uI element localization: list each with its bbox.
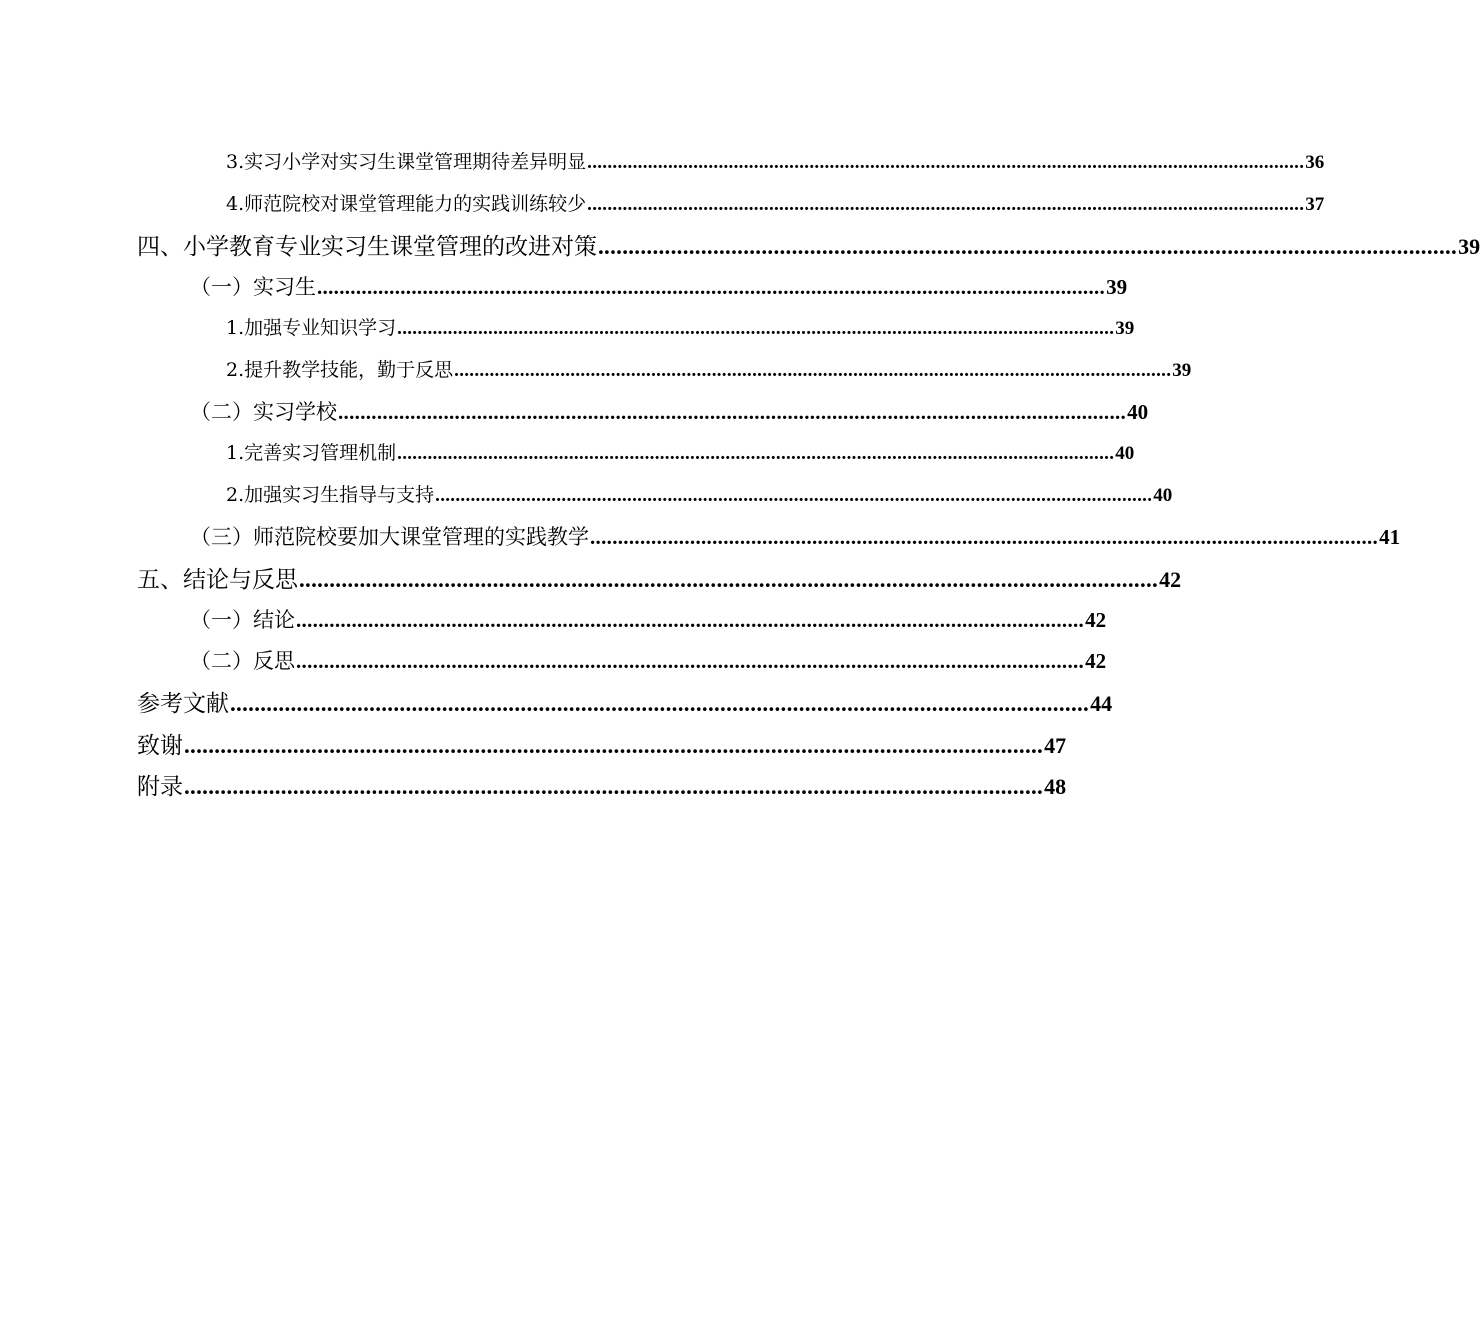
toc-entry-4-1-1[interactable] <box>226 313 1135 340</box>
toc-dot-leader: .............................................................................................................................................. <box>435 485 1153 506</box>
toc-entry-title: （二）反思 <box>190 649 295 673</box>
toc-dot-leader: .............................................................................................................................................. <box>587 152 1305 173</box>
toc-entry-title: 致谢 <box>137 733 183 759</box>
toc-page-number: 40 <box>1153 485 1173 506</box>
toc-page-number: 39 <box>1106 275 1128 299</box>
toc-entry-4-2-2[interactable] <box>226 480 1173 507</box>
toc-entry-4-3[interactable] <box>190 521 1401 551</box>
toc-entry-title: （一）结论 <box>190 608 295 632</box>
toc-page-number: 41 <box>1379 525 1401 549</box>
toc-dot-leader: .............................................................................................................................................. <box>590 525 1379 549</box>
toc-entry-title: （三）师范院校要加大课堂管理的实践教学 <box>190 525 589 549</box>
toc-entry-title: 四、小学教育专业实习生课堂管理的改进对策 <box>137 234 597 260</box>
toc-entry-title: 五、结论与反思 <box>137 567 298 593</box>
toc-dot-leader: .............................................................................................................................................. <box>296 649 1085 673</box>
toc-page-number: 39 <box>1115 318 1135 339</box>
toc-page-number: 40 <box>1127 400 1149 424</box>
toc-entry-chapter-4[interactable] <box>137 228 1480 261</box>
toc-page-number: 36 <box>1305 152 1325 173</box>
toc-page-number: 42 <box>1085 649 1107 673</box>
toc-page-number: 42 <box>1085 608 1107 632</box>
toc-dot-leader: .............................................................................................................................................. <box>587 194 1305 215</box>
toc-dot-leader: .............................................................................................................................................. <box>230 691 1090 716</box>
toc-dot-leader: .............................................................................................................................................. <box>296 608 1085 632</box>
toc-entry-title: 3.实习小学对实习生课堂管理期待差异明显 <box>226 151 587 173</box>
toc-entry-4-2-1[interactable] <box>226 438 1135 465</box>
toc-entry-4-2[interactable] <box>190 396 1149 426</box>
toc-entry-title: （一）实习生 <box>190 275 316 299</box>
toc-dot-leader: .............................................................................................................................................. <box>598 234 1458 259</box>
toc-dot-leader: .............................................................................................................................................. <box>338 400 1127 424</box>
toc-dot-leader: .............................................................................................................................................. <box>397 443 1115 464</box>
toc-dot-leader: .............................................................................................................................................. <box>454 360 1172 381</box>
toc-dot-leader: .............................................................................................................................................. <box>299 567 1159 592</box>
toc-dot-leader: .............................................................................................................................................. <box>184 774 1044 799</box>
toc-entry-references[interactable] <box>137 685 1113 718</box>
toc-page-number: 48 <box>1044 774 1067 799</box>
toc-entry-title: 4.师范院校对课堂管理能力的实践训练较少 <box>226 193 587 215</box>
toc-entry-title: 2.提升教学技能，勤于反思 <box>226 359 454 381</box>
toc-page-number: 44 <box>1090 691 1113 716</box>
toc-page-number: 47 <box>1044 733 1067 758</box>
toc-entry-4-1[interactable] <box>190 271 1128 301</box>
toc-entry-chapter-5[interactable] <box>137 561 1182 594</box>
toc-entry-4-1-2[interactable] <box>226 355 1192 382</box>
toc-page-number: 37 <box>1305 194 1325 215</box>
toc-dot-leader: .............................................................................................................................................. <box>184 733 1044 758</box>
toc-entry-5-2[interactable] <box>190 645 1107 675</box>
toc-entry-title: 参考文献 <box>137 691 229 717</box>
toc-entry-title: 2.加强实习生指导与支持 <box>226 484 435 506</box>
toc-entry-title: 1.加强专业知识学习 <box>226 317 397 339</box>
toc-page-number: 39 <box>1172 360 1192 381</box>
toc-entry-title: 附录 <box>137 774 183 800</box>
toc-entry-appendix[interactable] <box>137 768 1067 801</box>
toc-page-number: 40 <box>1115 443 1135 464</box>
toc-entry-title: 1.完善实习管理机制 <box>226 442 397 464</box>
toc-dot-leader: .............................................................................................................................................. <box>317 275 1106 299</box>
toc-page-number: 42 <box>1159 567 1182 592</box>
toc-entry-3-3[interactable] <box>226 147 1325 174</box>
toc-page-number: 39 <box>1458 234 1480 259</box>
toc-entry-acknowledgements[interactable] <box>137 727 1067 760</box>
toc-entry-3-4[interactable] <box>226 189 1325 216</box>
toc-dot-leader: .............................................................................................................................................. <box>397 318 1115 339</box>
toc-entry-5-1[interactable] <box>190 604 1107 634</box>
toc-entry-title: （二）实习学校 <box>190 400 337 424</box>
